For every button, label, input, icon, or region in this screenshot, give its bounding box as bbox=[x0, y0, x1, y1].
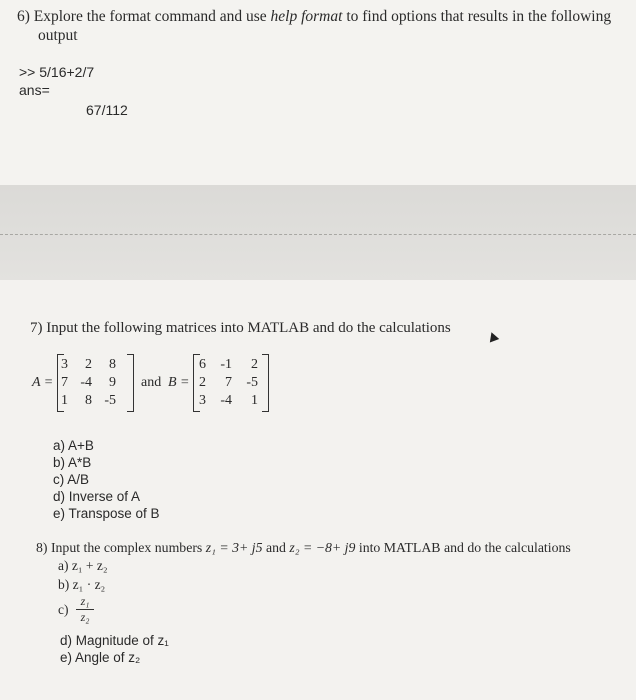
q7-item-a: a) A+B bbox=[53, 438, 94, 453]
q8-item-a: a) z₁ + z₂ bbox=[58, 558, 108, 573]
q8-item-e: e) Angle of z₂ bbox=[60, 650, 141, 665]
q7-title: 7) Input the following matrices into MATLAB and do the calculations bbox=[30, 320, 451, 336]
matrix-a-right-bracket bbox=[127, 354, 134, 412]
q6-ans-value: 67/112 bbox=[86, 102, 128, 118]
dashed-divider bbox=[0, 234, 636, 235]
q8-item-c-label: c) bbox=[58, 602, 69, 617]
q8-item-c-denominator: z₂ bbox=[80, 610, 90, 624]
matrix-a-cell: 7 bbox=[61, 375, 68, 390]
matrix-b-cell: 3 bbox=[199, 393, 206, 408]
q6-line2: output bbox=[38, 27, 78, 44]
matrix-a-cell: 3 bbox=[61, 357, 68, 372]
matrix-a-cell: 1 bbox=[61, 393, 68, 408]
matrix-b-cell: 7 bbox=[225, 375, 232, 390]
matrix-b-cell: 1 bbox=[251, 393, 258, 408]
matrix-a-label: A = bbox=[32, 375, 54, 390]
matrix-b-cell: -4 bbox=[220, 393, 232, 408]
q7-item-c: c) A/B bbox=[53, 472, 90, 487]
q8-title: 8) Input the complex numbers z₁ = 3+ j5 and z₂ = −8+ j9 into MATLAB and do the calculations bbox=[36, 540, 571, 555]
matrix-b-cell: 2 bbox=[251, 357, 258, 372]
q7-item-b: b) A*B bbox=[53, 455, 92, 470]
matrix-a-cell: -5 bbox=[104, 393, 116, 408]
matrix-a-cell: 2 bbox=[85, 357, 92, 372]
q7-item-d: d) Inverse of A bbox=[53, 489, 141, 504]
and-label: and bbox=[141, 375, 162, 390]
page-gap-band bbox=[0, 185, 636, 280]
q8-item-c-numerator: z₁ bbox=[76, 594, 94, 610]
q6-ans-label: ans= bbox=[19, 82, 50, 98]
q8-item-b: b) z₁ · z₂ bbox=[58, 577, 106, 592]
matrix-a-cell: -4 bbox=[80, 375, 92, 390]
matrix-a-cell: 8 bbox=[85, 393, 92, 408]
q8-item-d: d) Magnitude of z₁ bbox=[60, 633, 169, 648]
matrix-b-right-bracket bbox=[262, 354, 269, 412]
matrix-b-label: B = bbox=[168, 375, 190, 390]
matrix-b-cell: -5 bbox=[246, 375, 258, 390]
q6-line1: 6) Explore the format command and use help format to find options that results in the following bbox=[17, 8, 612, 25]
q6-prompt: >> 5/16+2/7 bbox=[19, 64, 95, 80]
matrix-b-cell: 2 bbox=[199, 375, 206, 390]
q7-item-e: e) Transpose of B bbox=[53, 506, 160, 521]
matrix-b-cell: -1 bbox=[220, 357, 232, 372]
matrix-b-cell: 6 bbox=[199, 357, 206, 372]
matrix-a-cell: 9 bbox=[109, 375, 116, 390]
matrix-a-cell: 8 bbox=[109, 357, 116, 372]
page-top bbox=[0, 0, 636, 185]
